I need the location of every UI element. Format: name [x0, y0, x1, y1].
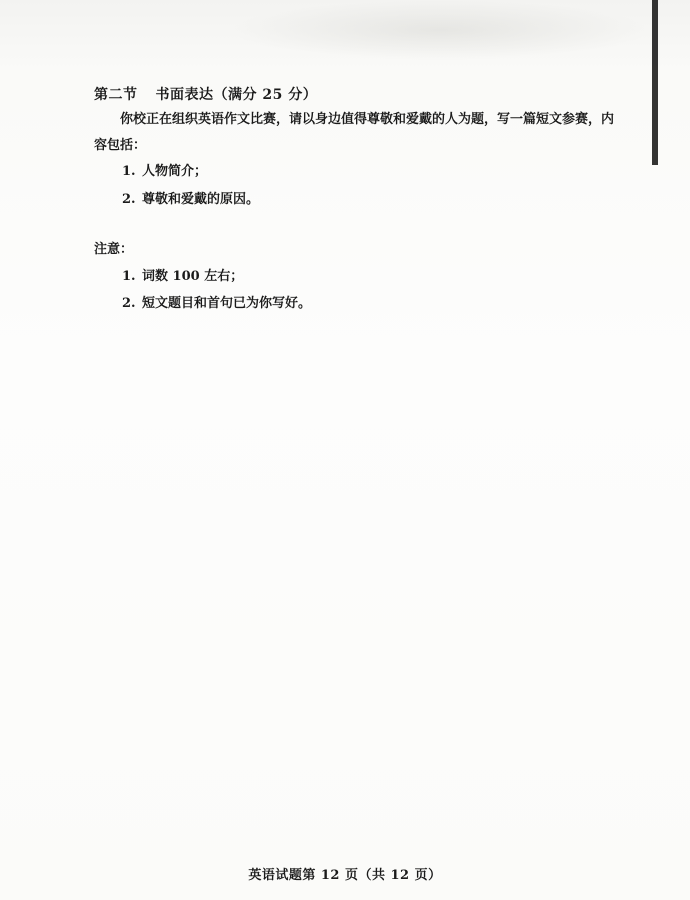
content-point-text: 尊敬和爱戴的原因。: [142, 192, 260, 207]
note-item-1: [122, 265, 243, 284]
note-number: 2.: [122, 296, 136, 311]
page-footer: 英语试题第 12 页（共 12 页）: [248, 868, 442, 883]
note-text: 短文题目和首句已为你写好。: [142, 296, 312, 311]
notes-title: 注意：: [94, 242, 134, 257]
note-item-2: [122, 292, 311, 311]
section-label: 第二节: [94, 87, 138, 103]
content-point-2: [122, 188, 259, 207]
scan-smudge: [230, 0, 650, 60]
content-point-number: 2.: [122, 192, 136, 207]
scan-edge-shadow: [652, 0, 658, 165]
note-number: 1.: [122, 269, 136, 284]
content-point-text: 人物简介；: [142, 164, 208, 179]
section-title: 书面表达（满分 25 分）: [155, 87, 318, 103]
section-heading: [94, 84, 317, 104]
content-point-1: [122, 160, 207, 179]
content-point-number: 1.: [122, 164, 136, 179]
task-instructions: 你校正在组织英语作文比赛，请以身边值得尊敬和爱戴的人为题，写一篇短文参赛，内容包括：: [94, 112, 615, 153]
note-text: 词数 100 左右；: [142, 269, 244, 284]
